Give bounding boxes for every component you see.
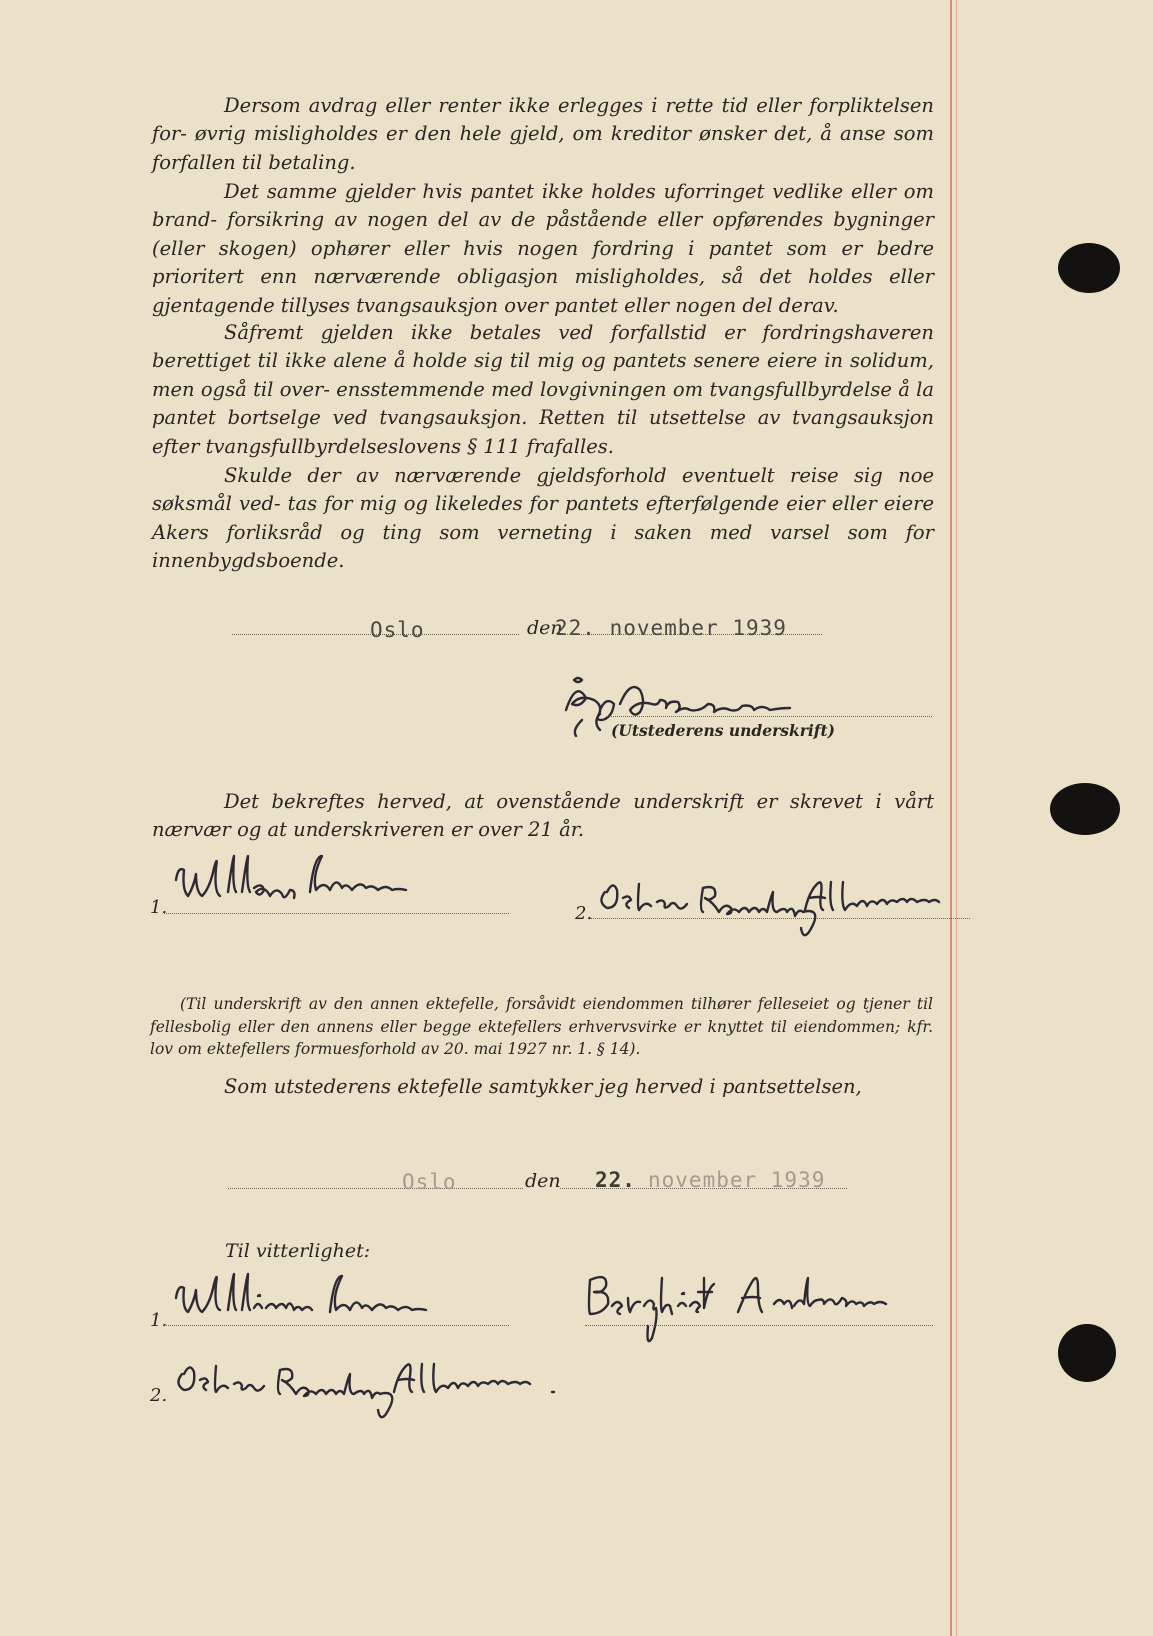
spouse-place: Oslo bbox=[402, 1170, 457, 1194]
red-margin-rule-inner bbox=[956, 0, 957, 1636]
attest-witness-1-number: 1. bbox=[150, 1310, 168, 1331]
spouse-date-rest: november 1939 bbox=[648, 1168, 826, 1192]
issue-den-label: den bbox=[527, 617, 563, 639]
spouse-consent-text: Som utstederens ektefelle samtykker jeg herved i pantsettelsen, bbox=[224, 1075, 862, 1098]
attest-label: Til vitterlighet: bbox=[225, 1240, 371, 1262]
clause-default: Dersom avdrag eller renter ikke erlegges i rette tid eller forpliktelsen for- øvrig misligholdes er den hele gjeld, om kreditor ønsker det, å anse som forfallen til betaling. bbox=[152, 94, 934, 174]
red-margin-rule bbox=[950, 0, 952, 1636]
punch-hole-3 bbox=[1058, 1324, 1116, 1382]
punch-hole-2 bbox=[1050, 783, 1120, 835]
spouse-signature-note: (Til underskrift av den annen ektefelle, forsåvidt eiendommen tilhører felleseiet og tjener til fellesbolig eller den annens eller begge ektefellers erhvervsvirke er knyttet til eiendommen; kfr. lov om ektefellers formuesforhold av 20. mai 1927 nr. 1. § 14). bbox=[150, 995, 933, 1058]
witness-2-signature bbox=[595, 868, 975, 940]
punch-hole-1 bbox=[1058, 243, 1120, 293]
clause-forced-sale: Såfremt gjelden ikke betales ved forfallstid er fordringshaveren berettiget til ikke alene å holde sig til mig og pantets senere eiere in solidum, men også til over- ensstemmende med lovgivningen om tvangsfullbyrdelse å la pantet bortselge ved tvangsauksjon. Retten til utsettelse av tvangsauksjon efter tvangsfullbyrdelseslovens § 111 frafalles. bbox=[152, 321, 934, 458]
spouse-date-day: 22. bbox=[595, 1168, 636, 1192]
issue-date: 22. november 1939 bbox=[555, 616, 787, 640]
spouse-signature bbox=[578, 1268, 918, 1358]
witness-1-number: 1. bbox=[150, 897, 168, 918]
attest-witness-2-signature bbox=[172, 1350, 572, 1422]
issuer-signature-line bbox=[606, 716, 932, 717]
attest-witness-1-signature bbox=[170, 1270, 460, 1330]
clause-venue: Skulde der av nærværende gjeldsforhold eventuelt reise sig noe søksmål ved- tas for mig og likeledes for pantets efterfølgende eier eller eiere Akers forliksråd og ting som verneting i saken med varsel som for innenbygdsboende. bbox=[152, 464, 934, 573]
spouse-signature-line bbox=[585, 1325, 933, 1326]
witness-1-signature bbox=[170, 852, 440, 917]
witness-2-number: 2. bbox=[575, 903, 593, 924]
issue-place: Oslo bbox=[370, 618, 425, 642]
spouse-place-line bbox=[228, 1188, 523, 1189]
witness-confirmation-text: Det bekreftes herved, at ovenstående underskrift er skrevet i vårt nærvær og at underskriveren er over 21 år. bbox=[152, 790, 934, 842]
attest-witness-2-number: 2. bbox=[150, 1385, 168, 1406]
spouse-den-label: den bbox=[525, 1170, 561, 1192]
issuer-signature-caption: (Utstederens underskrift) bbox=[611, 721, 835, 740]
clause-insurance: Det samme gjelder hvis pantet ikke holdes uforringet vedlike eller om brand- forsikring av nogen del av de påstående eller opførendes bygninger (eller skogen) ophører eller hvis nogen fordring i pantet som er bedre prioritert enn nærværende obligasjon misligholdes, så det holdes eller gjentagende tillyses tvangsauksjon over pantet eller nogen del derav. bbox=[152, 180, 934, 317]
